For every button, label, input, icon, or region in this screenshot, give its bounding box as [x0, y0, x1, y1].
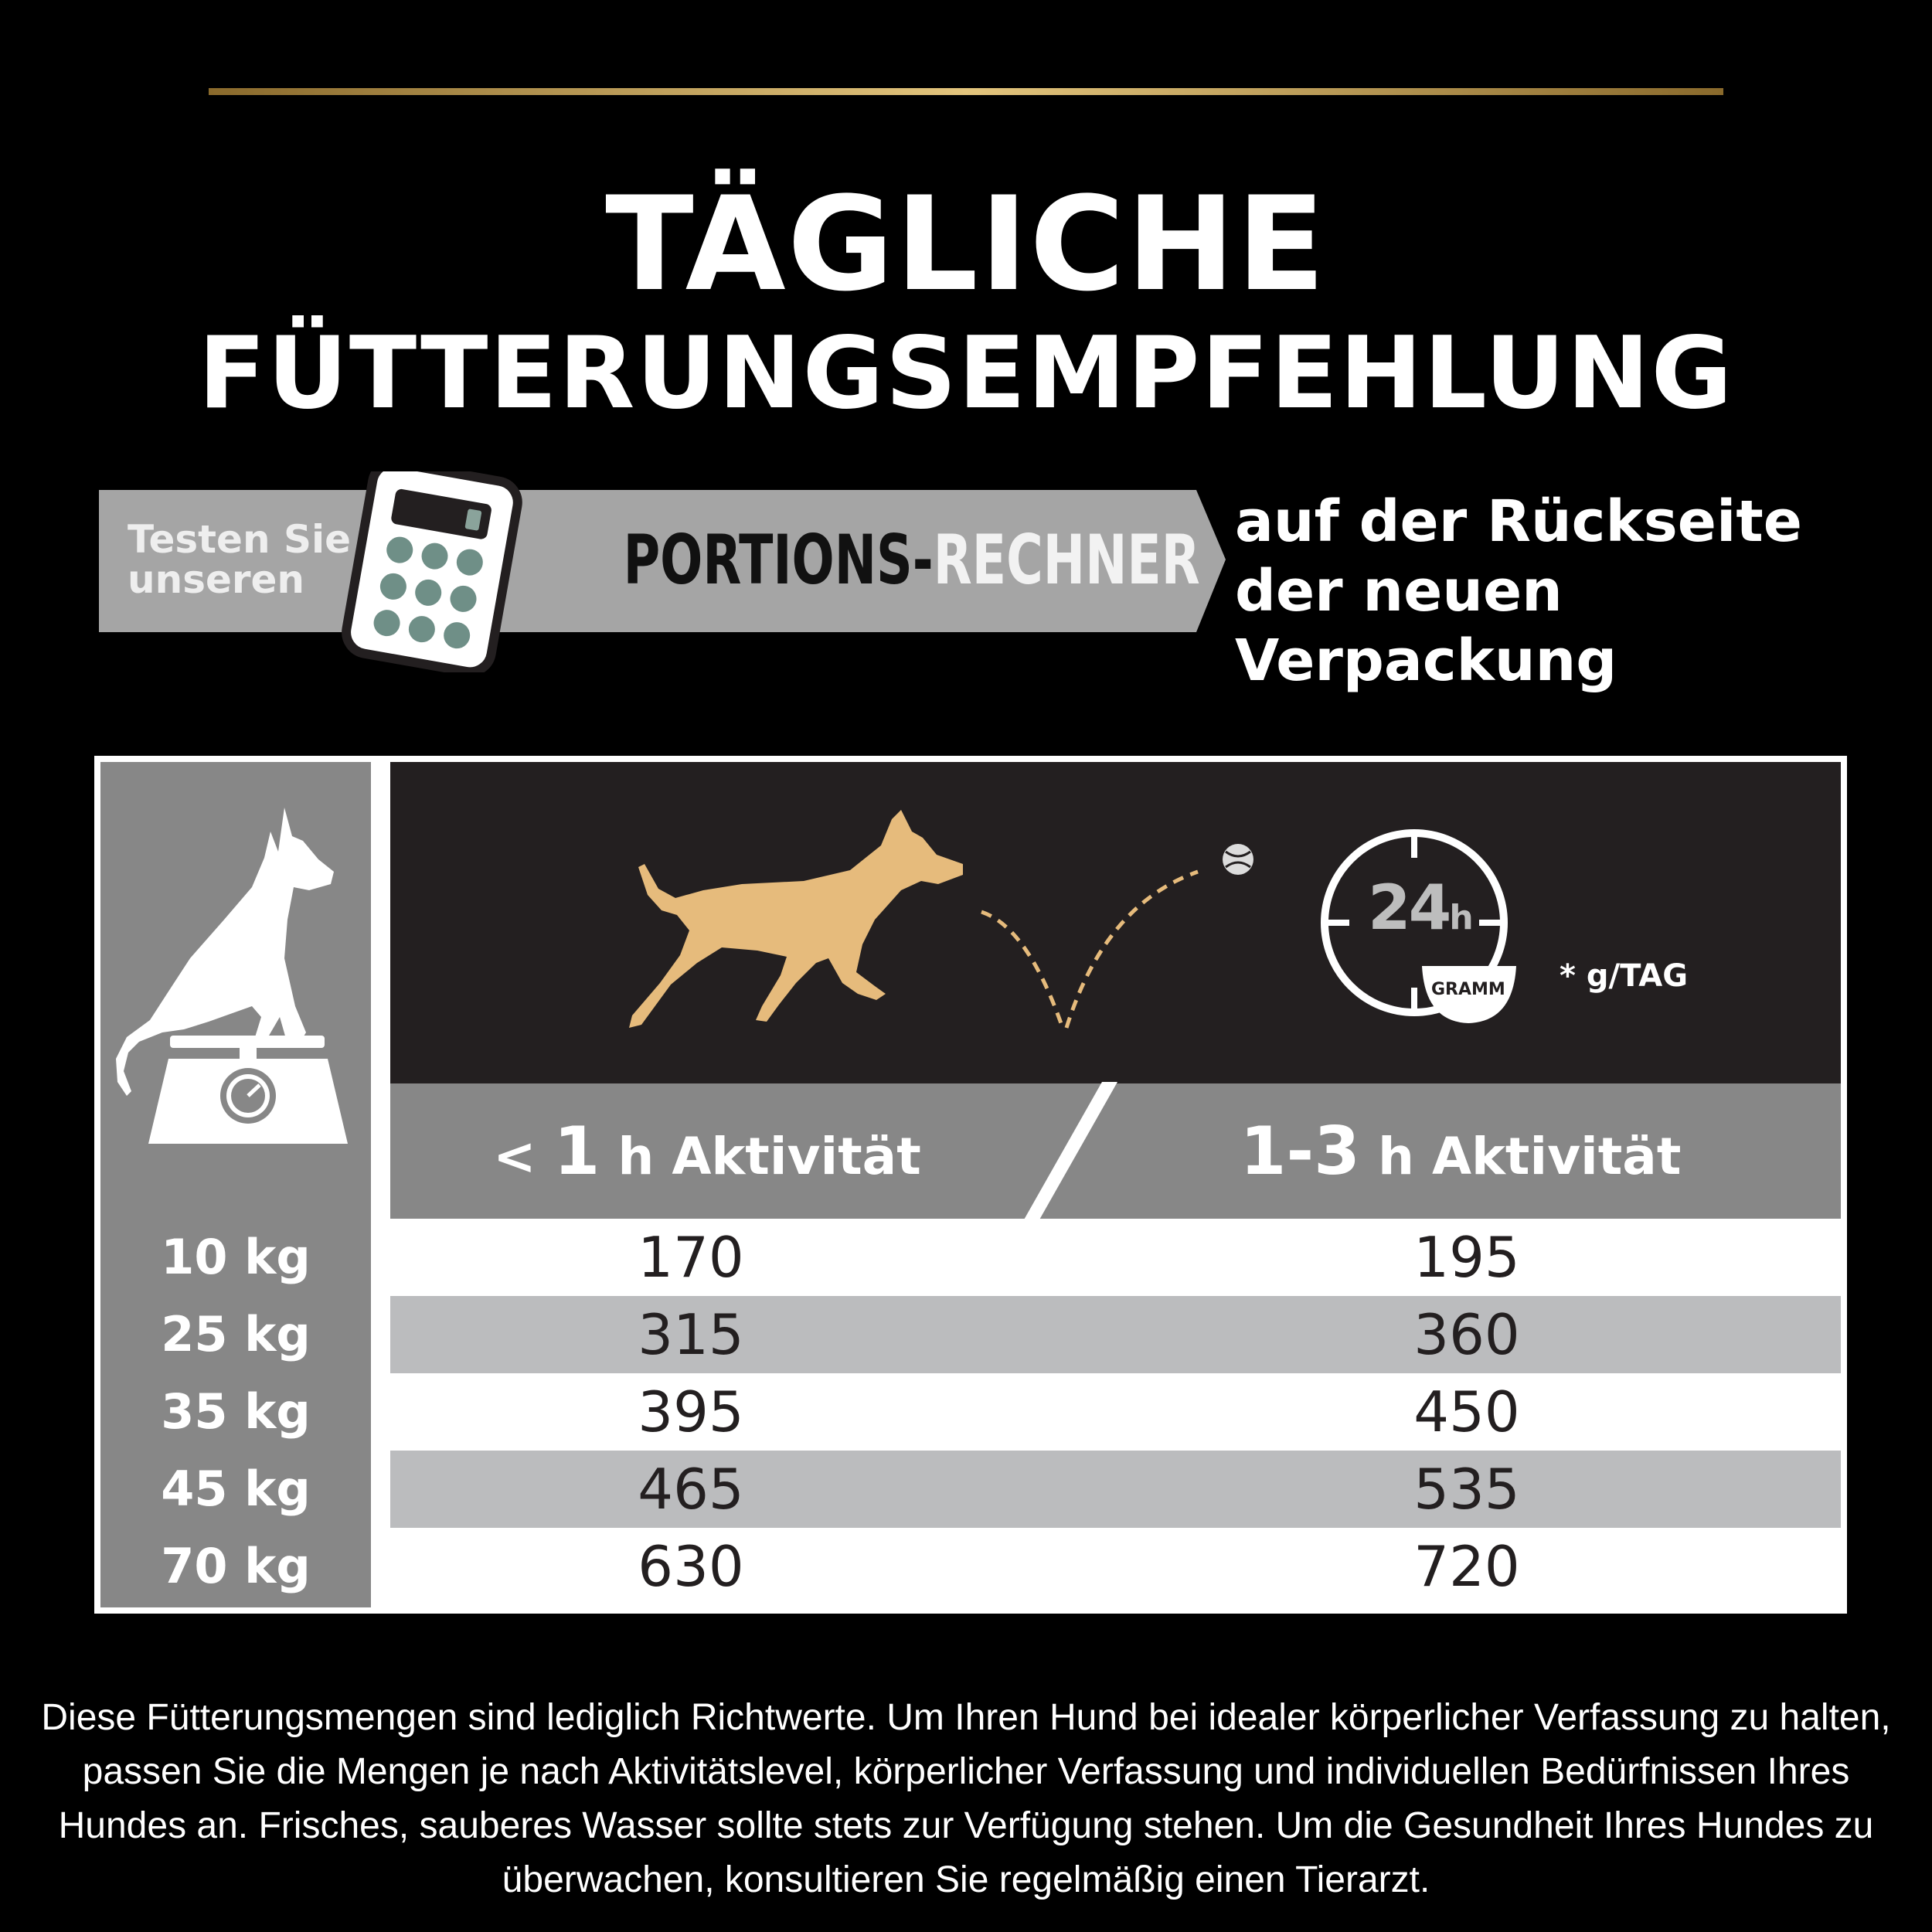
banner-side-text: auf der Rückseite der neuen Verpackung — [1235, 488, 1802, 694]
column-header-high-activity — [1074, 1113, 1847, 1196]
high-activity-cell: 535 — [1413, 1457, 1520, 1522]
gold-divider — [209, 88, 1723, 95]
clock-label — [1368, 872, 1471, 944]
banner-title — [623, 520, 1200, 600]
dog-on-scale-icon — [116, 804, 355, 1159]
page-title-line-1: TÄGLICHE — [605, 168, 1327, 320]
banner-title-part2: RECHNER — [933, 520, 1200, 600]
weight-cell: 10 kg — [161, 1229, 311, 1285]
weight-cell: 45 kg — [161, 1461, 311, 1517]
ball-icon — [1223, 844, 1253, 875]
high-activity-cell: 360 — [1413, 1302, 1520, 1367]
unit-note: * g/TAG — [1560, 958, 1689, 994]
column-header-low-activity — [390, 1113, 1024, 1196]
weight-cell: 35 kg — [161, 1383, 311, 1440]
clock-label-unit: h — [1449, 898, 1471, 937]
running-dog-icon — [626, 804, 974, 1036]
column-header-number: 1-3 — [1240, 1113, 1360, 1190]
column-header-suffix: h Aktivität — [1360, 1127, 1682, 1186]
low-activity-cell: 630 — [638, 1534, 744, 1599]
banner-title-part1: PORTIONS- — [623, 520, 934, 600]
gram-label: GRAMM — [1431, 980, 1505, 999]
high-activity-cell: 450 — [1413, 1379, 1520, 1444]
high-activity-cell: 720 — [1413, 1534, 1520, 1599]
bounce-path — [974, 835, 1267, 1043]
column-header-suffix: h Aktivität — [600, 1127, 921, 1186]
column-header-number: 1 — [553, 1113, 600, 1190]
weight-cell: 25 kg — [161, 1306, 311, 1362]
low-activity-cell: 170 — [638, 1225, 744, 1290]
banner-lead-text: Testen Sie unseren — [128, 517, 352, 602]
weight-cell: 70 kg — [161, 1538, 311, 1594]
calculator-icon — [343, 471, 522, 672]
clock-label-number: 24 — [1368, 872, 1450, 944]
low-activity-cell: 315 — [638, 1302, 744, 1367]
low-activity-cell: 395 — [638, 1379, 744, 1444]
column-header-prefix: < — [493, 1127, 554, 1186]
page-title-line-2: FÜTTERUNGSEMPFEHLUNG — [198, 316, 1734, 431]
disclaimer-text: Diese Fütterungsmengen sind lediglich Richtwerte. Um Ihren Hund bei idealer körperlicher Verfassung zu halten, passen Sie die Mengen je nach Aktivitätslevel, körperlicher Verfassung und individuellen Bedürfnissen Ihres Hundes an. Frisches, sauberes Wasser sollte stets zur Verfügung stehen. Um die Gesundheit Ihres Hundes zu überwachen, konsultieren Sie regelmäßig einen Tierarzt. — [41, 1697, 1891, 1900]
low-activity-cell: 465 — [638, 1457, 744, 1522]
high-activity-cell: 195 — [1413, 1225, 1520, 1290]
